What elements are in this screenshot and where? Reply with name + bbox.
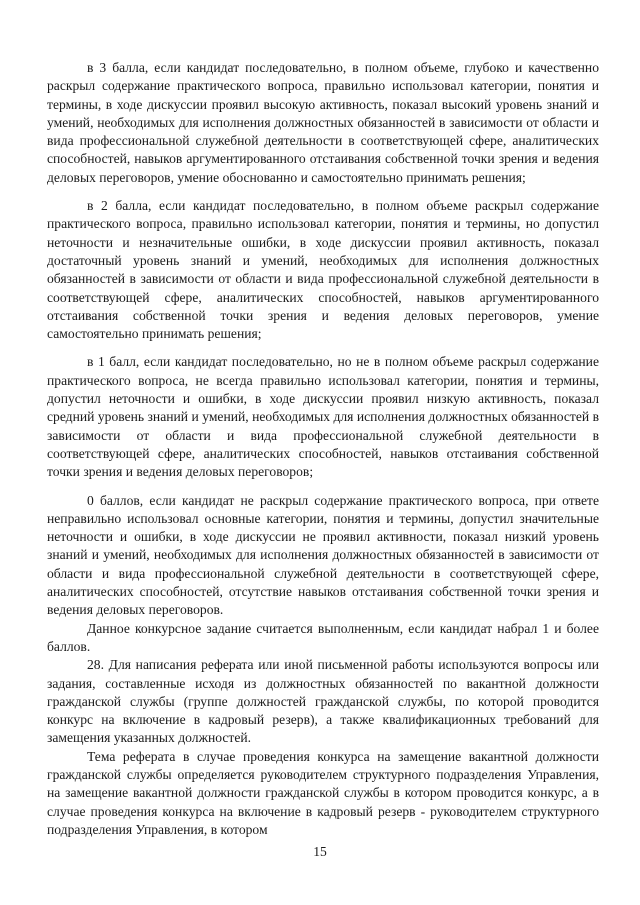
paragraph-score-1: в 1 балл, если кандидат последовательно, но не в полном объеме раскрыл содержание практического вопроса, не всегда правильно использовал категории, понятия и термины, допустил неточности и ошибки, в ходе дискуссии проявил низкую активность, показал средний уровень знаний и умений, необходимых для исполнения должностных обязанностей в зависимости от области и вида профессиональной служебной деятельности в соответствующей сфере, аналитических способностей, навыков отстаивания собственной точки зрения и ведения деловых переговоров; xyxy=(47,354,599,480)
paragraph-essay-topic: Тема реферата в случае проведения конкурса на замещение вакантной должности гражданской службы определяется руководителем структурного подразделения Управления, на замещение вакантной должности гражданской службы в котором проводится конкурс, а в случае проведения конкурса на включение в кадровый резерв - руководителем структурного подразделения Управления, в котором xyxy=(47,748,599,837)
paragraph-clause-28: 28. Для написания реферата или иной письменной работы используются вопросы или задания, составленные исходя из должностных обязанностей по вакантной должности гражданской службы (группе должностей гражданской службы, по которой проводится конкурс на включение в кадровый резерв), а также квалификационных требований для замещения указанных должностей. xyxy=(47,657,599,746)
paragraph-score-2: в 2 балла, если кандидат последовательно, в полном объеме раскрыл содержание практического вопроса, правильно использовал категории, понятия и термины, но допустил неточности и незначительные ошибки, в ходе дискуссии проявил активность, показал достаточный уровень знаний и умений, необходимых для исполнения должностных обязанностей в зависимости от области и вида профессиональной служебной деятельности в соответствующей сфере, аналитических способностей, навыков аргументированного отстаивания собственной точки зрения и ведения деловых переговоров, умение самостоятельно принимать решения; xyxy=(47,198,599,342)
paragraph-completion-rule: Данное конкурсное задание считается выполненным, если кандидат набрал 1 и более баллов. xyxy=(47,620,599,654)
paragraph-score-3: в 3 балла, если кандидат последовательно, в полном объеме, глубоко и качественно раскрыл содержание практического вопроса, правильно использовал категории, понятия и термины, в ходе дискуссии проявил высокую активность, показал высокий уровень знаний и умений, необходимых для исполнения должностных обязанностей в зависимости от области и вида профессиональной служебной деятельности в соответствующей сфере, аналитических способностей, навыков аргументированного отстаивания собственной точки зрения и ведения деловых переговоров, умение обоснованно и самостоятельно принимать решения; xyxy=(47,60,599,185)
paragraph-score-0: 0 баллов, если кандидат не раскрыл содержание практического вопроса, при ответе неправильно использовал основные категории, понятия и термины, допустил значительные неточности и ошибки, в ходе дискуссии не проявил активности, показал низкий уровень знаний и умений, необходимых для исполнения должностных обязанностей в зависимости от области и вида профессиональной служебной деятельности в соответствующей сфере, аналитических способностей, отсутствие навыков отстаивания собственной точки зрения и ведения деловых переговоров. xyxy=(47,492,599,618)
page-number: 15 xyxy=(313,844,327,859)
document-body xyxy=(47,59,599,839)
